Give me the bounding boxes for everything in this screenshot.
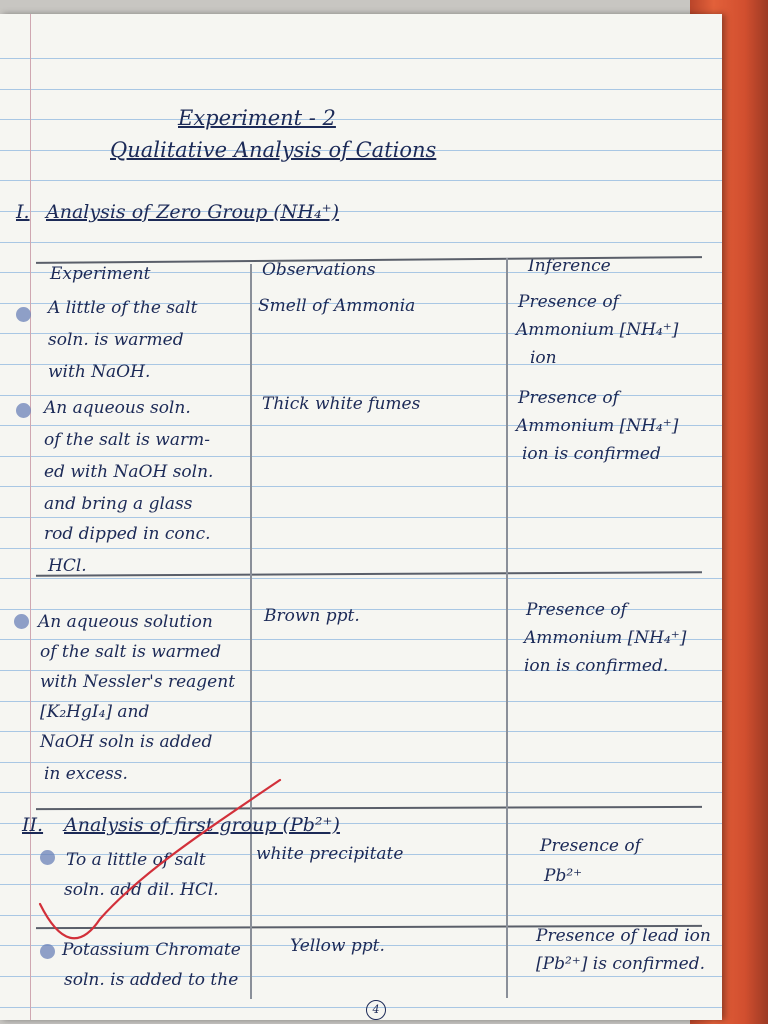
row3-observation: Brown ppt.	[264, 606, 360, 626]
first-row2-observation: Yellow ppt.	[290, 936, 385, 956]
red-check-mark	[0, 14, 722, 1020]
row1-inference-line: ion	[530, 348, 557, 368]
first-row1-inference-line: Pb²⁺	[544, 866, 583, 886]
section-first-number: II.	[22, 814, 44, 836]
first-row1-experiment-line: To a little of salt	[66, 850, 206, 870]
row1-inference-line: Presence of	[518, 292, 619, 312]
first-row2-inference-line: Presence of lead ion	[536, 926, 711, 946]
experiment-title: Experiment - 2	[178, 106, 336, 130]
row3-experiment-line: An aqueous solution	[38, 612, 213, 632]
row2-inference-line: ion is confirmed	[522, 444, 661, 464]
first-row2-experiment-line: Potassium Chromate	[62, 940, 241, 960]
row1-inference-line: Ammonium [NH₄⁺]	[516, 320, 679, 340]
row3-inference-line: Presence of	[526, 600, 627, 620]
row3-inference-line: ion is confirmed.	[524, 656, 669, 676]
row2-experiment-line: rod dipped in conc.	[44, 524, 211, 544]
first-row2-experiment-line: soln. is added to the	[64, 970, 239, 990]
row2-experiment-line: of the salt is warm-	[44, 430, 210, 450]
experiment-subtitle: Qualitative Analysis of Cations	[110, 138, 437, 162]
page-number: 4	[366, 1000, 386, 1020]
section-zero-heading: Analysis of Zero Group (NH₄⁺)	[46, 201, 340, 223]
row1-experiment-line: with NaOH.	[48, 362, 151, 382]
row3-experiment-line: with Nessler's reagent	[40, 672, 236, 692]
column-header-observations: Observations	[262, 260, 376, 280]
row2-experiment-line: HCl.	[48, 556, 87, 576]
column-header-experiment: Experiment	[50, 264, 151, 284]
first-row1-experiment-line: soln. add dil. HCl.	[64, 880, 219, 900]
notebook-page	[0, 14, 722, 1020]
row1-observation: Smell of Ammonia	[258, 296, 416, 316]
column-header-inference: Inference	[528, 256, 611, 276]
section-zero-number: I.	[16, 201, 30, 223]
section-first-heading: Analysis of first group (Pb²⁺)	[64, 814, 340, 836]
row1-experiment-line: A little of the salt	[48, 298, 198, 318]
row3-experiment-line: in excess.	[44, 764, 128, 784]
row2-inference-line: Presence of	[518, 388, 619, 408]
row2-observation: Thick white fumes	[262, 394, 421, 414]
first-row1-observation: white precipitate	[256, 844, 404, 864]
first-row2-inference-line: [Pb²⁺] is confirmed.	[536, 954, 705, 974]
row3-experiment-line: of the salt is warmed	[40, 642, 222, 662]
row2-experiment-line: ed with NaOH soln.	[44, 462, 214, 482]
row2-experiment-line: and bring a glass	[44, 494, 193, 514]
first-row1-inference-line: Presence of	[540, 836, 641, 856]
row2-experiment-line: An aqueous soln.	[44, 398, 191, 418]
row3-inference-line: Ammonium [NH₄⁺]	[524, 628, 687, 648]
row3-experiment-line: NaOH soln is added	[40, 732, 213, 752]
row1-experiment-line: soln. is warmed	[48, 330, 184, 350]
row3-experiment-line: [K₂HgI₄] and	[40, 702, 150, 722]
row2-inference-line: Ammonium [NH₄⁺]	[516, 416, 679, 436]
